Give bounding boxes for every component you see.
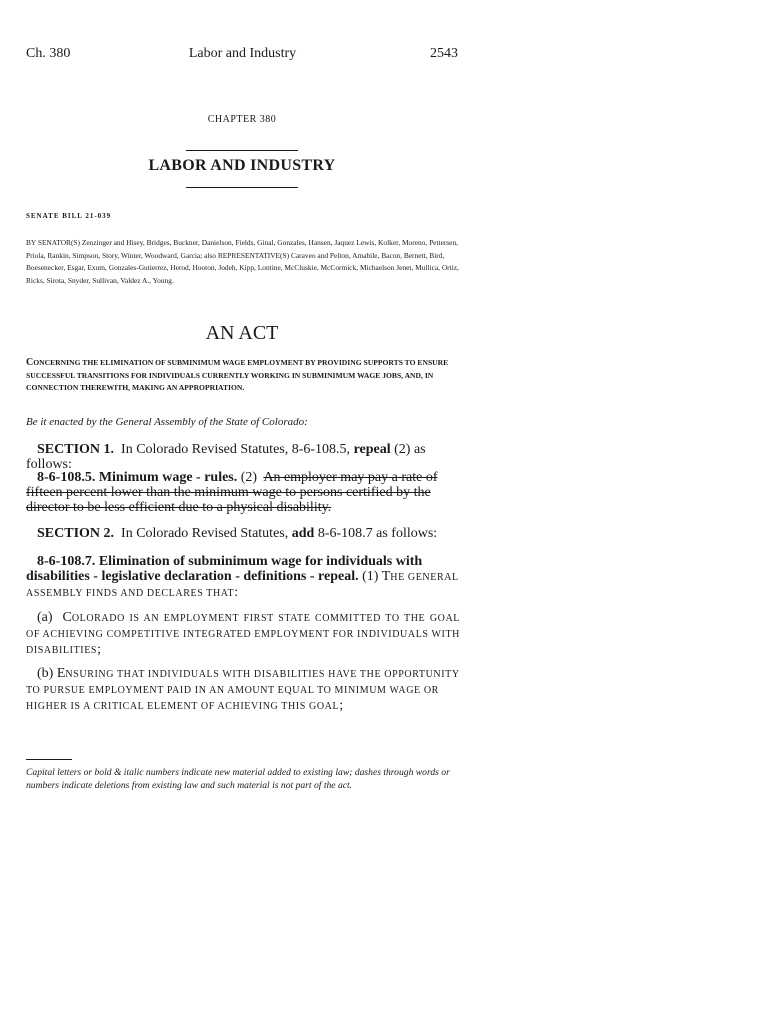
section-2 [26,526,460,541]
concerning-end: . [242,383,245,392]
chapter-reference: Ch. 380 [26,46,71,61]
chapter-label: CHAPTER 380 [207,114,277,125]
footnote: Capital letters or bold & italic numbers indicate new material added to existing law; dashes through words or numbers indicate deletions from existing law and such material is not part of the act. [26,767,450,791]
subsection-2-end: : [234,585,239,600]
title-rule-top [186,150,298,151]
subsection-2-initial: T [381,569,391,584]
concerning-initial: C [26,357,34,368]
subsection-2-heading: 8-6-108.7. Elimination of subminimum wage for individuals with disabilities - legislative declaration - definitions - repeal. [26,554,423,584]
section-1-text-a: In Colorado Revised Statutes, 8-6-108.5, [121,442,351,457]
deleted-text: An employer may pay a rate of fifteen percent lower than the minimum wage to persons certified by the director to be less efficient due to a physical disability. [26,470,438,515]
bill-number: SENATE BILL 21-039 [26,212,112,220]
paragraph-a-end: ; [97,642,101,657]
paragraph-a-text: OLORADO IS AN EMPLOYMENT FIRST STATE COMMITTED TO THE GOAL OF ACHIEVING COMPETITIVE INTEGRATED EMPLOYMENT FOR INDIVIDUALS WITH DISABILITIES [26,613,460,656]
paragraph-b-text: NSURING THAT INDIVIDUALS WITH DISABILITIES HAVE THE OPPORTUNITY TO PURSUE EMPLOYMENT PAID IN AN AMOUNT EQUAL TO MINIMUM WAGE OR HIGHER IS A CRITICAL ELEMENT OF ACHIEVING THIS GOAL [26,669,460,712]
act-title: AN ACT [205,322,279,344]
concerning-clause [26,357,462,395]
subsection-1-number: (2) [240,470,258,485]
running-title: Labor and Industry [188,46,297,61]
section-1-action: repeal [353,442,391,457]
sponsors-list: BY SENATOR(S) Zenzinger and Hisey, Bridges, Buckner, Danielson, Fields, Ginal, Gonzales, Hansen, Jaquez Lewis, Kolker, Moreno, Pettersen, Priola, Rankin, Simpson, Story, Winter, Woodward, Garcia; also REPRESENTATIVE(S) Caraveo and Pelton, Amabile, Bacon, Bernett, Bird, Boesenecker, Esgar, Exum, Gonzales-Gutierrez, Herod, Hooton, Jodeh, Kipp, Lontine, McCluskie, McCormick, Michaelson Jenet, Mullica, Ortiz, Ricks, Sirota, Snyder, Sullivan, Valdez A., Young. [26,238,459,285]
paragraph-a [26,610,460,658]
paragraph-b-initial: E [56,666,66,681]
subsection-1-heading: 8-6-108.5. Minimum wage - rules. [37,470,238,485]
section-2-text-b: 8-6-108.7 as follows: [317,526,438,541]
section-2-text-a: In Colorado Revised Statutes, [121,526,289,541]
subsection-8-6-108-5 [26,470,460,515]
chapter-title: LABOR AND INDUSTRY [148,157,336,174]
page-number: 2543 [430,46,458,61]
paragraph-b-end: ; [339,698,344,713]
paragraph-a-number: (a) [37,610,53,625]
paragraph-a-initial: C [62,610,72,625]
concerning-text: ONCERNING THE ELIMINATION OF SUBMINIMUM WAGE EMPLOYMENT BY PROVIDING SUPPORTS TO ENSURE SUCCESSFUL TRANSITIONS FOR INDIVIDUALS CURRENTLY WORKING IN SUBMINIMUM WAGE JOBS, AND, IN CONNECTION THEREWITH, MAKING AN APPROPRIATION [26,358,449,392]
section-1-text-b: (2) as follows: [26,442,426,472]
subsection-8-6-108-7 [26,554,460,601]
section-2-action: add [291,526,315,541]
enacting-clause: Be it enacted by the General Assembly of the State of Colorado: [26,416,308,428]
section-2-label: SECTION 2. [37,526,115,541]
paragraph-b-number: (b) [37,666,54,681]
subsection-2-number: (1) [362,569,379,584]
subsection-2-text: HE GENERAL ASSEMBLY FINDS AND DECLARES THAT [26,572,459,599]
title-rule-bottom [186,187,298,188]
paragraph-b [26,666,460,714]
footnote-rule [26,759,72,760]
section-1 [26,442,460,472]
section-1-label: SECTION 1. [37,442,115,457]
